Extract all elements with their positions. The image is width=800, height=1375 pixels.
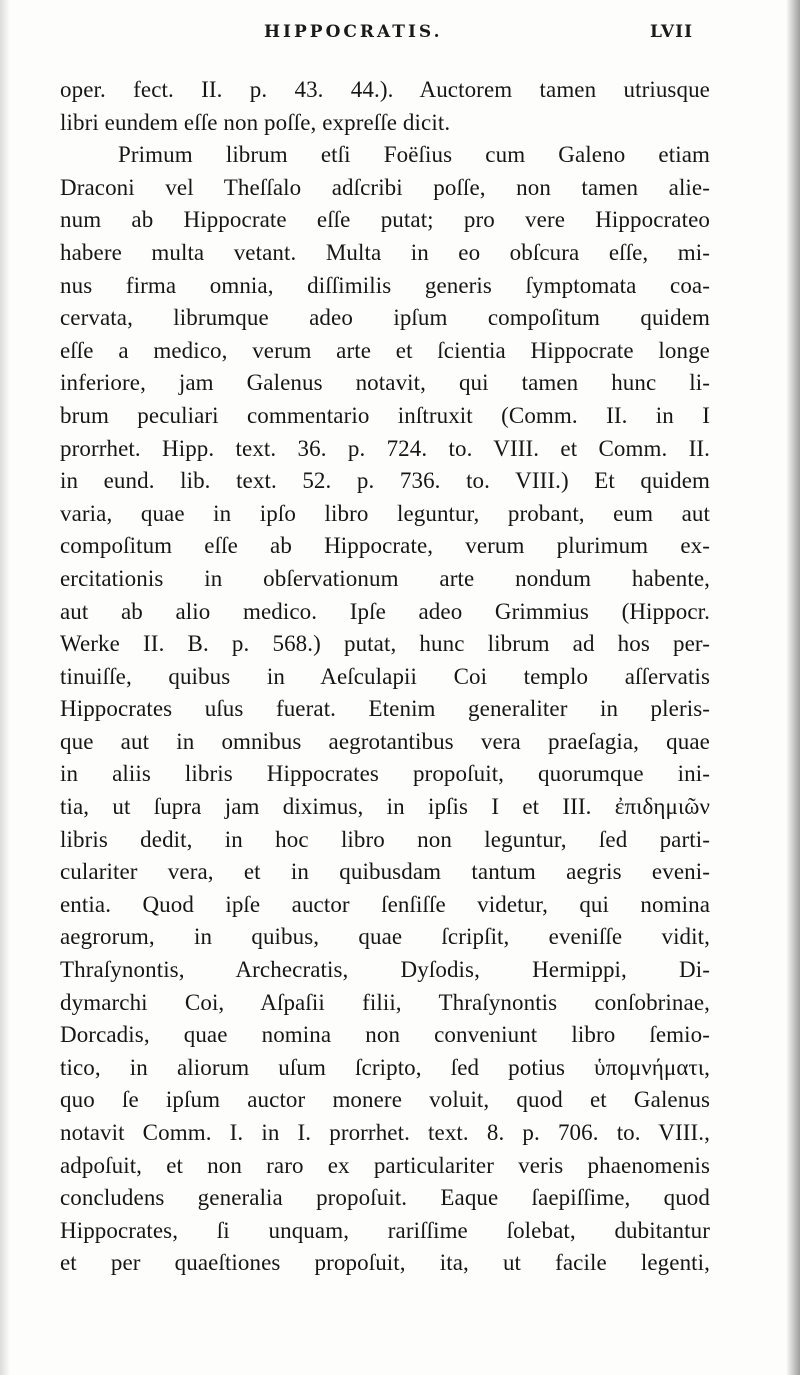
- text-line: num ab Hippocrate eſſe putat; pro vere Hippocrateo: [60, 207, 710, 233]
- text-line: culariter vera, et in quibusdam tantum aegris eveni-: [60, 859, 710, 885]
- text-line: Werke II. B. p. 568.) putat, hunc librum ad hos per-: [60, 631, 710, 657]
- text-line: quo ſe ipſum auctor monere voluit, quod et Galenus: [60, 1087, 710, 1113]
- text-line: eſſe a medico, verum arte et ſcientia Hippocrate longe: [60, 337, 710, 363]
- text-line: Hippocrates uſus fuerat. Etenim generaliter in pleris-: [60, 696, 710, 722]
- text-line: Hippocrates, ſi unquam, rariſſime ſolebat, dubitantur: [60, 1217, 710, 1243]
- text-line: oper. fect. II. p. 43. 44.). Auctorem tamen utriusque: [60, 77, 710, 102]
- running-head: [0, 22, 800, 56]
- text-line: habere multa vetant. Multa in eo obſcura eſſe, mi-: [60, 239, 710, 265]
- text-line: prorrhet. Hipp. text. 36. p. 724. to. VIII. et Comm. II.: [60, 435, 710, 461]
- text-line: compoſitum eſſe ab Hippocrate, verum plurimum ex-: [60, 533, 710, 559]
- text-line: Thraſynontis, Archecratis, Dyſodis, Hermippi, Di-: [60, 957, 710, 983]
- text-line: nus firma omnia, diſſimilis generis ſymptomata coa-: [60, 272, 710, 298]
- text-line: tinuiſſe, quibus in Aeſculapii Coi templo aſſervatis: [60, 663, 710, 689]
- page-number: LVII: [650, 22, 694, 42]
- text-line: in eund. lib. text. 52. p. 736. to. VIII.) Et quidem: [60, 468, 710, 494]
- text-line: notavit Comm. I. in I. prorrhet. text. 8. p. 706. to. VIII.,: [60, 1120, 710, 1145]
- running-title: HIPPOCRATIS.: [264, 22, 443, 42]
- text-line: dymarchi Coi, Aſpaſii filii, Thraſynontis conſobrinae,: [60, 989, 710, 1015]
- text-line: concludens generalia propoſuit. Eaque ſaepiſſime, quod: [60, 1185, 710, 1211]
- text-line: que aut in omnibus aegrotantibus vera praeſagia, quae: [60, 728, 710, 754]
- text-line: in aliis libris Hippocrates propoſuit, quorumque ini-: [60, 761, 710, 787]
- paragraph-first-line: Primum librum etſi Foëſius cum Galeno etiam: [118, 142, 710, 168]
- text-line: aegrorum, in quibus, quae ſcripſit, eveniſſe vidit,: [60, 924, 710, 950]
- text-line: tia, ut ſupra jam diximus, in ipſis I et III. ἐπιδημιῶν: [60, 794, 710, 820]
- text-line: cervata, librumque adeo ipſum compoſitum quidem: [60, 305, 710, 331]
- text-line: Draconi vel Theſſalo adſcribi poſſe, non tamen alie-: [60, 174, 710, 200]
- text-line: adpoſuit, et non raro ex particulariter veris phaenomenis: [60, 1152, 710, 1178]
- text-line: varia, quae in ipſo libro leguntur, probant, eum aut: [60, 500, 710, 526]
- text-line: aut ab alio medico. Ipſe adeo Grimmius (Hippocr.: [60, 598, 710, 624]
- text-line: Dorcadis, quae nomina non conveniunt libro ſemio-: [60, 1022, 710, 1048]
- body-text: [60, 74, 710, 1280]
- text-line: et per quaeſtiones propoſuit, ita, ut facile legenti,: [60, 1250, 710, 1276]
- text-line: libris dedit, in hoc libro non leguntur, ſed parti-: [60, 826, 710, 852]
- text-line: ercitationis in obſervationum arte nondum habente,: [60, 565, 710, 591]
- text-line: libri eundem eſſe non poſſe, expreſſe dicit.: [60, 109, 451, 135]
- text-line: entia. Quod ipſe auctor ſenſiſſe videtur, qui nomina: [60, 891, 710, 917]
- text-line: inferiore, jam Galenus notavit, qui tamen hunc li-: [60, 370, 710, 396]
- text-line: tico, in aliorum uſum ſcripto, ſed potius ὑπομνήματι,: [60, 1054, 710, 1080]
- text-line: brum peculiari commentario inſtruxit (Comm. II. in I: [60, 402, 710, 428]
